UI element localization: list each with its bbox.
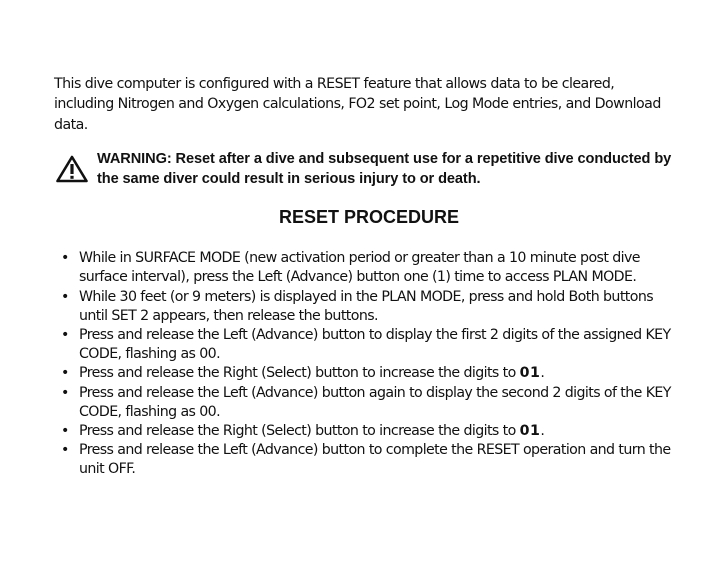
procedure-step-end: .	[540, 423, 545, 440]
bullet-icon: •	[61, 327, 69, 344]
procedure-step-text: Press and release the Left (Advance) button again to display the second 2 digits of the KEY CODE, flashing as 00.	[79, 384, 671, 420]
procedure-step-3	[54, 326, 676, 364]
procedure-step-6	[54, 422, 676, 441]
procedure-step-text: Press and release the Right (Select) button to increase the digits to	[79, 365, 520, 382]
bullet-icon: •	[61, 365, 69, 382]
procedure-step-text: Press and release the Right (Select) button to increase the digits to	[79, 423, 520, 440]
bullet-icon: •	[61, 288, 69, 305]
key-code-digits: 01	[519, 423, 541, 440]
bullet-icon: •	[61, 250, 69, 267]
procedure-step-7	[54, 441, 676, 479]
procedure-step-1	[54, 249, 676, 287]
warning-block	[54, 149, 676, 189]
procedure-step-text: Press and release the Left (Advance) button to complete the RESET operation and turn the unit OFF.	[79, 442, 671, 478]
intro-paragraph: This dive computer is configured with a RESET feature that allows data to be cleared, including Nitrogen and Oxygen calculations, FO2 set point, Log Mode entries, and Download data.	[54, 76, 661, 133]
warning-text: WARNING: Reset after a dive and subsequent use for a repetitive dive conducted by the same diver could result in serious injury to or death.	[97, 151, 672, 188]
warning-triangle-icon	[56, 155, 88, 183]
procedure-step-2	[54, 288, 676, 326]
bullet-icon: •	[61, 384, 69, 401]
bullet-icon: •	[61, 423, 69, 440]
procedure-step-text: While in SURFACE MODE (new activation period or greater than a 10 minute post dive surface interval), press the Left (Advance) button one (1) time to access PLAN MODE.	[79, 250, 640, 286]
procedure-step-text: Press and release the Left (Advance) button to display the first 2 digits of the assigned KEY CODE, flashing as 00.	[79, 327, 671, 363]
procedure-step-text: While 30 feet (or 9 meters) is displayed in the PLAN MODE, press and hold Both buttons until SET 2 appears, then release the buttons.	[79, 288, 654, 324]
procedure-step-5	[54, 384, 676, 422]
bullet-icon: •	[61, 442, 69, 459]
manual-page	[54, 74, 676, 480]
procedure-step-end: .	[540, 365, 545, 382]
key-code-digits: 01	[519, 365, 541, 382]
section-heading: RESET PROCEDURE	[278, 207, 460, 228]
procedure-steps-list	[54, 249, 676, 479]
procedure-step-4	[54, 364, 676, 383]
